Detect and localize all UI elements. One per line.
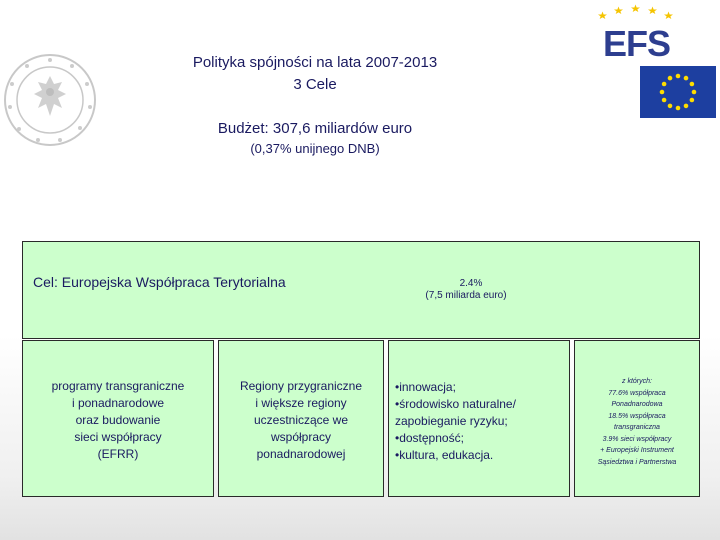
list-item: •kultura, edukacja. xyxy=(395,448,494,462)
text-line: + Europejski Instrument xyxy=(600,447,674,454)
budget-share: (0,37% unijnego DNB) xyxy=(250,141,380,156)
text-line: Sąsiedztwa i Partnerstwa xyxy=(597,458,677,466)
column-breakdown-text xyxy=(577,376,697,468)
text-line: 77.6% współpraca xyxy=(608,389,666,397)
text-line: oraz budowanie xyxy=(75,413,161,427)
text-line: (EFRR) xyxy=(97,447,139,461)
column-regions xyxy=(218,340,384,497)
text-line: współpracy xyxy=(270,430,332,444)
text-line: i ponadnarodowe xyxy=(71,396,165,410)
text-line: uczestniczące we xyxy=(253,413,349,427)
column-priorities xyxy=(388,340,570,497)
text-line: Ponadnarodowa xyxy=(611,401,663,408)
goal-percent: 2.4% xyxy=(459,278,483,289)
text-line: programy transgraniczne xyxy=(51,379,185,393)
page-title: Polityka spójności na lata 2007-2013 xyxy=(192,54,438,71)
eu-flag-icon xyxy=(640,66,716,118)
list-item: zapobieganie ryzyku; xyxy=(395,414,508,428)
goal-label: Cel: Europejska Współpraca Terytorialna xyxy=(33,274,286,290)
text-line: 3.9% sieci współpracy xyxy=(602,435,672,443)
university-seal-icon xyxy=(2,52,98,148)
column-programmes xyxy=(22,340,214,497)
list-item: •innowacja; xyxy=(395,380,456,394)
text-line: 18.5% współpraca xyxy=(608,412,666,420)
page-subtitle: 3 Cele xyxy=(293,76,337,93)
column-programmes-text xyxy=(23,378,213,463)
goal-box xyxy=(22,241,700,339)
list-item: •środowisko naturalne/ xyxy=(395,397,516,411)
text-line: sieci współpracy xyxy=(74,430,162,444)
list-item: •dostępność; xyxy=(395,431,464,445)
text-line: transgraniczna xyxy=(614,424,660,431)
text-line: Regiony przygraniczne xyxy=(239,379,363,393)
efs-logo: EFS xyxy=(603,23,671,64)
column-breakdown xyxy=(574,340,700,497)
text-line: ponadnarodowej xyxy=(256,447,346,461)
column-priorities-text xyxy=(395,379,565,464)
budget-label: Budżet: 307,6 miliardów euro xyxy=(217,120,413,137)
text-line: z których: xyxy=(622,378,652,385)
text-line: i większe regiony xyxy=(255,396,347,410)
goal-amount: (7,5 miliarda euro) xyxy=(425,290,507,301)
column-regions-text xyxy=(219,378,383,463)
